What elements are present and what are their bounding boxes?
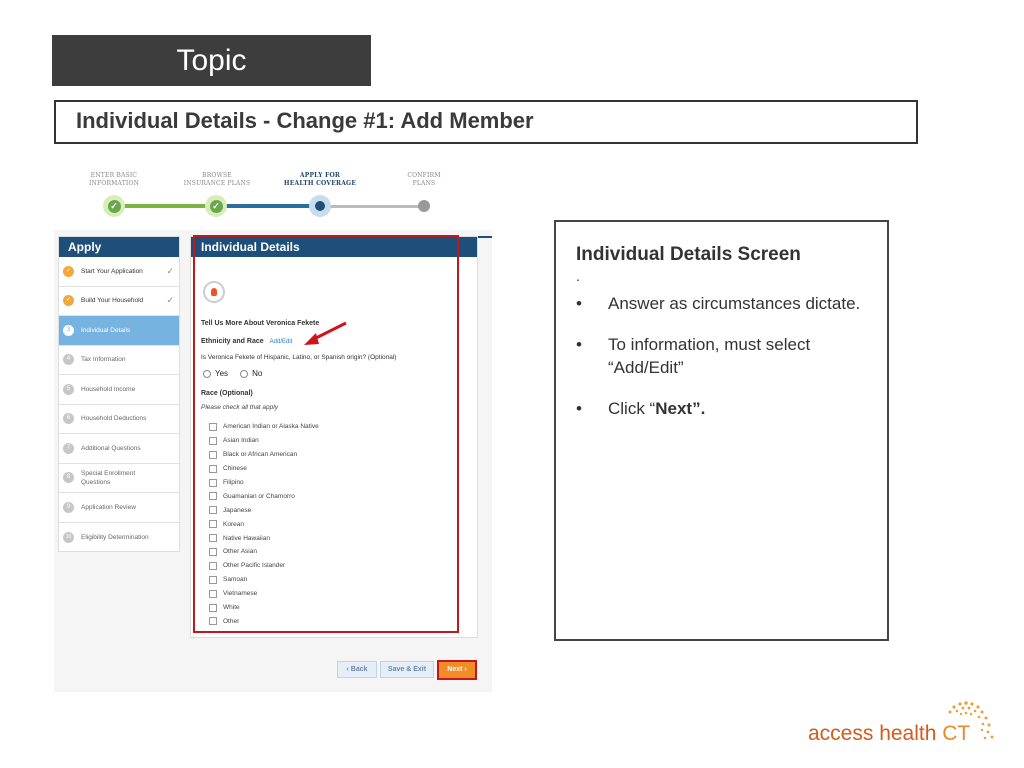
instruction-item: • To information, must select “Add/Edit” — [576, 333, 867, 379]
progress-tracker — [54, 160, 492, 230]
check-icon: ✓ — [166, 265, 174, 276]
step-number-icon: ✓ — [63, 266, 74, 277]
instruction-text: Click “ — [608, 399, 656, 418]
sidebar-title: Apply — [59, 237, 179, 257]
step-number-icon: 3 — [63, 325, 74, 336]
progress-node-complete — [103, 195, 125, 217]
sidebar-item-tax-information[interactable] — [59, 346, 179, 376]
highlight-box — [193, 235, 459, 633]
step-number-icon: 10 — [63, 532, 74, 543]
sidebar-item-label: Special Enrollment Questions — [81, 469, 136, 486]
next-button[interactable]: Next › — [437, 660, 477, 680]
progress-track-current — [216, 204, 320, 208]
step-label-line2: INFORMATION — [88, 180, 140, 187]
step-number-icon: 6 — [63, 413, 74, 424]
step-label-line2: HEALTH COVERAGE — [283, 180, 357, 187]
race-option-label: Japanese — [223, 506, 252, 514]
step-apply-coverage — [280, 172, 360, 188]
race-option-label: Native Hawaiian — [223, 534, 270, 542]
step-label-line1: BROWSE — [202, 172, 232, 179]
sidebar-item-build-household[interactable] — [59, 287, 179, 317]
save-exit-button[interactable]: Save & Exit — [380, 661, 434, 678]
instructions-box — [554, 220, 889, 641]
race-option-label: Samoan — [223, 576, 248, 584]
sidebar-item-label: Tax Information — [81, 356, 126, 364]
tell-us-heading: Tell Us More About Veronica Fekete — [201, 320, 320, 327]
step-number-icon: 9 — [63, 502, 74, 513]
step-browse-plans — [182, 172, 252, 188]
step-label-line1: ENTER BASIC — [90, 172, 138, 179]
logo-text — [808, 722, 970, 746]
instructions-list — [576, 292, 867, 420]
race-heading: Race (Optional) — [201, 390, 253, 397]
race-option-label: Asian Indian — [223, 437, 259, 445]
application-screenshot — [54, 160, 492, 692]
sidebar-item-individual-details[interactable] — [59, 316, 179, 346]
sidebar-item-application-review[interactable] — [59, 493, 179, 523]
logo-text-main: access health — [808, 722, 943, 745]
instructions-dot: . — [576, 268, 580, 284]
hispanic-question: Is Veronica Fekete of Hispanic, Latino, or Spanish origin? (Optional) — [201, 354, 397, 361]
race-option-label: Korean — [223, 520, 244, 528]
race-option-label: American Indian or Alaska Native — [223, 423, 319, 431]
step-number-icon: ✓ — [63, 295, 74, 306]
step-label-line2: INSURANCE PLANS — [183, 180, 251, 187]
sidebar-item-special-enrollment[interactable] — [59, 464, 179, 494]
step-number-icon: 8 — [63, 472, 74, 483]
check-icon: ✓ — [210, 200, 223, 213]
race-hint: Please check all that apply — [201, 404, 278, 411]
sidebar-item-start-application[interactable] — [59, 257, 179, 287]
step-label-line1: APPLY FOR — [299, 172, 341, 179]
logo-text-ct: CT — [942, 722, 971, 745]
sidebar-item-label: Individual Details — [81, 326, 131, 334]
access-health-ct-logo — [806, 697, 1006, 752]
sidebar-item-label: Additional Questions — [81, 444, 141, 452]
progress-track-upcoming — [320, 205, 424, 208]
progress-node-current — [309, 195, 331, 217]
slide-title: Individual Details - Change #1: Add Member — [54, 100, 918, 144]
step-label-line1: CONFIRM — [407, 172, 441, 179]
sidebar-item-label: Build Your Household — [81, 297, 144, 305]
check-icon: ✓ — [108, 200, 121, 213]
sidebar-item-label: Household Deductions — [81, 415, 147, 423]
step-label-line2: PLANS — [412, 180, 436, 187]
sidebar-item-label: Start Your Application — [81, 267, 143, 275]
race-option-label: Guamanian or Chamorro — [223, 492, 295, 500]
yes-label: Yes — [215, 369, 229, 378]
step-number-icon: 5 — [63, 384, 74, 395]
instruction-bold-text: Next”. — [655, 399, 706, 418]
sidebar-item-label: Household Income — [81, 385, 136, 393]
instruction-item: • Answer as circumstances dictate. — [576, 292, 867, 315]
sidebar-item-label: Eligibility Determination — [81, 533, 149, 541]
step-confirm-plans — [394, 172, 454, 188]
race-option-label: Filipino — [223, 479, 244, 486]
sidebar-item-additional-questions[interactable] — [59, 434, 179, 464]
step-enter-basic-info — [84, 172, 144, 188]
race-option-label: Vietnamese — [223, 590, 258, 598]
step-number-icon: 7 — [63, 443, 74, 454]
sidebar-item-label: Application Review — [81, 503, 136, 511]
instruction-item — [576, 397, 867, 420]
race-option-label: Chinese — [223, 465, 247, 473]
back-button[interactable]: ‹ Back — [337, 661, 377, 678]
progress-node-complete — [205, 195, 227, 217]
instructions-title: Individual Details Screen — [576, 244, 801, 265]
panel-title: Individual Details — [191, 237, 477, 257]
step-number-icon: 4 — [63, 354, 74, 365]
red-arrow-icon — [302, 320, 350, 348]
progress-node-upcoming — [418, 200, 430, 212]
progress-track-complete — [116, 204, 216, 208]
no-label: No — [252, 369, 263, 378]
apply-sidebar — [58, 236, 180, 552]
sidebar-item-eligibility[interactable] — [59, 523, 179, 553]
ethnicity-label: Ethnicity and Race — [201, 338, 264, 345]
race-option-label: Other Asian — [223, 548, 257, 556]
sidebar-item-household-deductions[interactable] — [59, 405, 179, 435]
race-option-label: White — [223, 604, 240, 612]
current-dot-icon — [315, 201, 325, 211]
race-option-label: Other Pacific Islander — [223, 562, 286, 570]
topic-banner: Topic — [52, 35, 371, 86]
race-option-label: Other — [223, 617, 240, 625]
race-option-label: Black or African American — [223, 451, 298, 459]
check-icon: ✓ — [166, 295, 174, 306]
sidebar-item-household-income[interactable] — [59, 375, 179, 405]
add-edit-link[interactable]: Add/Edit — [269, 339, 293, 345]
